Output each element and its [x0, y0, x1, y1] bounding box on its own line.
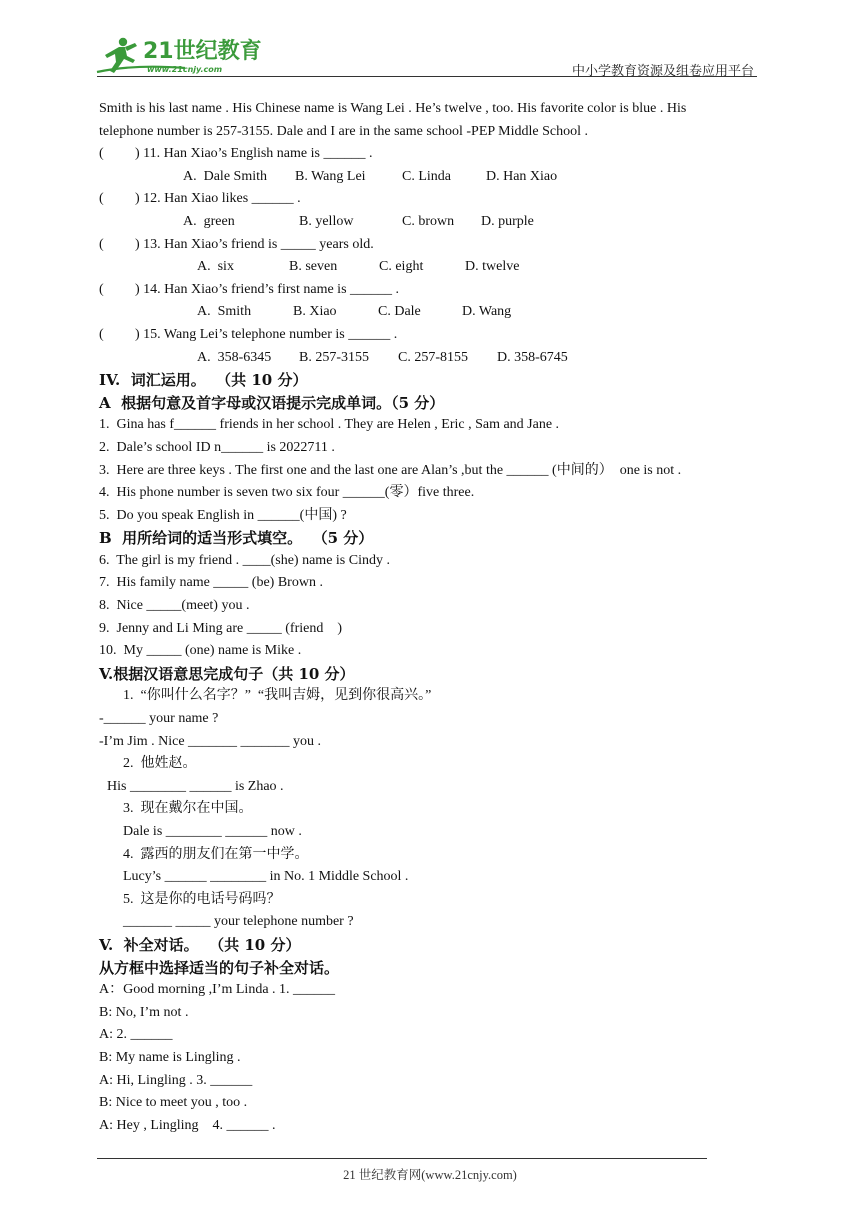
translate-line: -I’m Jim . Nice _______ _______ you .: [99, 733, 322, 749]
question-text: ) 14. Han Xiao’s friend’s first name is ______ .: [135, 281, 400, 297]
translate-line: 1. “你叫什么名字？” “我叫吉姆，见到你很高兴。”: [123, 688, 432, 704]
options-row: [99, 211, 769, 234]
translate-line: 5. 这是你的电话号码吗？: [123, 891, 281, 907]
section-title: IV. 词汇运用。 （共 10 分）: [99, 371, 308, 390]
dialogue-line: A: Hey , Lingling 4. ______ .: [99, 1117, 276, 1133]
subsection-title: A 根据句意及首字母或汉语提示完成单词。（5 分）: [99, 393, 445, 412]
dialogue-line: B: Nice to meet you , too .: [99, 1095, 248, 1111]
translate-line: 2. 他姓赵。: [123, 756, 197, 772]
options-row: [99, 301, 769, 324]
option-a[interactable]: A. six: [197, 259, 234, 275]
dialogue-line: A：Good morning ,I’m Linda . 1. ______: [99, 982, 336, 998]
fill-item: 2. Dale’s school ID n______ is 2022711 .: [99, 439, 335, 455]
subsection-title: 从方框中选择适当的句子补全对话。: [99, 958, 340, 977]
fill-item: 9. Jenny and Li Ming are _____ (friend ): [99, 620, 342, 636]
fill-item: 3. Here are three keys . The first one and the last one are Alan’s ,but the ______ (中间的） one is not .: [99, 462, 682, 478]
option-b[interactable]: B. seven: [289, 259, 338, 275]
answer-bracket[interactable]: (: [99, 326, 104, 342]
answer-bracket[interactable]: (: [99, 191, 104, 207]
question-text: ) 12. Han Xiao likes ______ .: [135, 191, 301, 207]
fill-item: 4. His phone number is seven two six four ______(零）five three.: [99, 485, 475, 501]
options-row: [99, 347, 769, 370]
fill-item: 10. My _____ (one) name is Mike .: [99, 643, 302, 659]
logo-wordmark: 21世纪教育: [143, 39, 262, 64]
translate-line: _______ _____ your telephone number ?: [123, 914, 354, 930]
header-tagline: 中小学教育资源及组卷应用平台: [571, 64, 754, 79]
option-c[interactable]: C. brown: [402, 213, 455, 229]
fill-item: 1. Gina has f______ friends in her school . They are Helen , Eric , Sam and Jane .: [99, 417, 560, 433]
passage-line: telephone number is 257-3155. Dale and I are in the same school -PEP Middle School .: [99, 123, 588, 139]
option-b[interactable]: B. Xiao: [293, 304, 337, 320]
translate-line: -______ your name ?: [99, 711, 219, 727]
question-11: [99, 143, 769, 166]
option-a[interactable]: A. green: [183, 213, 235, 229]
answer-bracket[interactable]: (: [99, 146, 104, 162]
dialogue-line: B: No, I’m not .: [99, 1004, 189, 1020]
option-b[interactable]: B. Wang Lei: [295, 168, 366, 184]
answer-bracket[interactable]: (: [99, 236, 104, 252]
logo-url: www.21cnjy.com: [147, 65, 223, 74]
question-text: ) 15. Wang Lei’s telephone number is ______ .: [135, 326, 398, 342]
option-c[interactable]: C. Dale: [378, 304, 421, 320]
dialogue-line: A: 2. ______: [99, 1027, 173, 1043]
translate-line: His ________ ______ is Zhao .: [107, 778, 284, 794]
subsection-title: B 用所给词的适当形式填空。 （5 分）: [99, 529, 374, 548]
options-row: [99, 166, 769, 189]
answer-bracket[interactable]: (: [99, 281, 104, 297]
question-15: [99, 324, 769, 347]
translate-line: 3. 现在戴尔在中国。: [123, 801, 253, 817]
translate-line: Dale is ________ ______ now .: [123, 824, 302, 839]
translate-line: 4. 露西的朋友们在第一中学。: [123, 846, 309, 862]
question-12: [99, 188, 769, 211]
option-b[interactable]: B. 257-3155: [299, 349, 369, 365]
translate-line: Lucy’s ______ ________ in No. 1 Middle School .: [123, 869, 409, 885]
option-a[interactable]: A. Dale Smith: [183, 168, 267, 184]
option-a[interactable]: A. 358-6345: [197, 349, 272, 365]
section-title: V. 补全对话。 （共 10 分）: [99, 935, 301, 954]
site-logo: [95, 34, 270, 76]
dialogue-line: B: My name is Lingling .: [99, 1049, 241, 1065]
header-divider: [97, 76, 757, 77]
option-b[interactable]: B. yellow: [299, 213, 354, 229]
dialogue-line: A: Hi, Lingling . 3. ______: [99, 1072, 253, 1088]
option-d[interactable]: D. twelve: [465, 259, 520, 275]
section-title: V.根据汉语意思完成句子（共 10 分）: [99, 664, 355, 683]
worksheet-body: [99, 98, 769, 1137]
option-d[interactable]: D. purple: [481, 213, 534, 229]
fill-item: 7. His family name _____ (be) Brown .: [99, 575, 323, 591]
option-d[interactable]: D. Wang: [462, 304, 512, 320]
option-c[interactable]: C. 257-8155: [398, 349, 468, 365]
fill-item: 8. Nice _____(meet) you .: [99, 598, 250, 614]
question-text: ) 13. Han Xiao’s friend is _____ years old.: [135, 236, 374, 252]
fill-item: 6. The girl is my friend . ____(she) name is Cindy .: [99, 552, 390, 568]
fill-item: 5. Do you speak English in ______(中国) ?: [99, 507, 347, 523]
question-13: [99, 234, 769, 257]
question-14: [99, 279, 769, 302]
options-row: [99, 256, 769, 279]
passage-line: Smith is his last name . His Chinese name is Wang Lei . He’s twelve , too. His favorite color is blue . His: [99, 101, 687, 116]
option-a[interactable]: A. Smith: [197, 304, 252, 320]
option-c[interactable]: C. eight: [379, 259, 424, 275]
option-c[interactable]: C. Linda: [402, 168, 451, 184]
option-d[interactable]: D. Han Xiao: [486, 168, 558, 184]
option-d[interactable]: D. 358-6745: [497, 349, 568, 365]
footer-text: 21 世纪教育网(www.21cnjy.com): [343, 1168, 517, 1182]
question-text: ) 11. Han Xiao’s English name is ______ .: [135, 146, 373, 162]
page-header: [0, 0, 860, 80]
footer-divider: [97, 1158, 707, 1159]
